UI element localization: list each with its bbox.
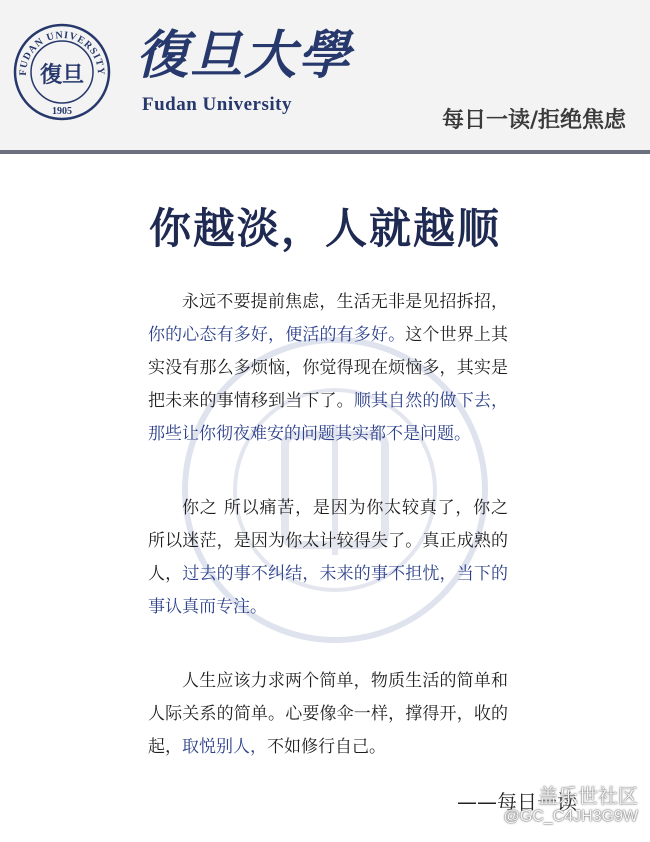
- series-label: 每日一读/拒绝焦虑: [441, 108, 626, 133]
- paragraph-3-part-b: 取悦别人，: [182, 737, 267, 757]
- paragraph-2-part-c: 过去的事不纠结，未来的事不担忧，当下的事认真而专注。: [148, 564, 509, 617]
- paragraph-2-part-b: 真正成熟的人，: [148, 531, 509, 584]
- paragraph-1-part-b: 你的心态有多好，便活的有多好。: [148, 325, 406, 345]
- seal-ring-text: FUDAN UNIVERSITY: [17, 29, 107, 76]
- article-body: [148, 286, 508, 805]
- paragraph-1: [148, 286, 508, 451]
- header: [0, 0, 650, 150]
- seal-center-text: 復旦: [39, 63, 85, 88]
- paragraph-1-part-d: 顺其自然的做下去，那些让你彻夜难安的问题其实都不是问题。: [148, 391, 509, 444]
- paragraph-2-part-a: 你之 所以痛苦，是因为你太较真了，你之所以迷茫，是因为你太计较得失了。: [148, 498, 508, 551]
- article-signature: ——每日一读: [457, 790, 577, 814]
- seal-year: 1905: [52, 106, 72, 117]
- paragraph-2: [148, 492, 508, 624]
- paragraph-1-part-a: 永远不要提前焦虑，生活无非是见招拆招，: [182, 292, 508, 312]
- user-watermark: @GC_C4JH3G9W: [503, 808, 638, 825]
- university-logo-english: Fudan University: [142, 94, 292, 115]
- platform-watermark: 盖乐世社区: [538, 784, 638, 808]
- paragraph-3-part-c: 不如修行自己。: [267, 737, 386, 757]
- paragraph-3: [148, 665, 508, 764]
- header-divider: [0, 150, 650, 154]
- university-logo-chinese: 復旦大學: [136, 25, 353, 86]
- paragraph-3-part-a: 人生应该力求两个简单，物质生活的简单和人际关系的简单。心要像伞一样，撑得开，收的起，: [148, 671, 508, 757]
- paragraph-1-part-c: 这个世界上其实没有那么多烦恼，你觉得现在烦恼多，其实是把未来的事情移到当下了。: [148, 325, 508, 411]
- fudan-seal-icon: [12, 22, 112, 122]
- article-title: 你越淡，人就越顺: [148, 204, 501, 253]
